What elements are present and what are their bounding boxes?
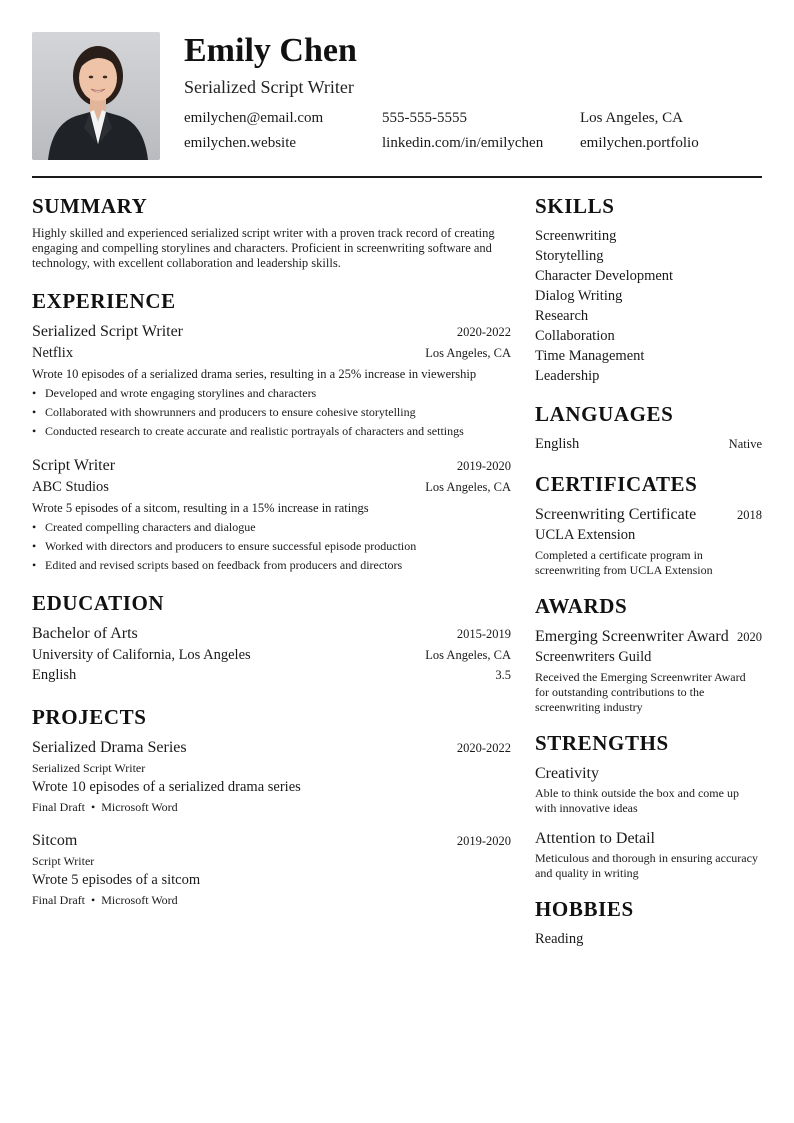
left-column [32,194,511,925]
language-level: Native [728,437,762,451]
strength-item [535,828,762,881]
award-issuer: Screenwriters Guild [535,649,652,665]
tool-item: Microsoft Word [101,893,178,907]
bullet-item: • Collaborated with showrunners and producers to ensure cohesive storytelling [32,403,511,422]
degree: Bachelor of Arts [32,625,138,642]
resume-header [32,32,762,160]
bullet-item: • Created compelling characters and dialogue [32,518,511,537]
project-dates: 2019-2020 [456,834,511,848]
project-description: Wrote 10 episodes of a serialized drama series [32,779,301,795]
skill-item: Storytelling [535,248,604,264]
certificate-description: Completed a certificate program in screenwriting from UCLA Extension [535,548,713,577]
profile-photo [32,32,160,160]
award-description: Received the Emerging Screenwriter Award for outstanding contributions to the screenwriting industry [535,670,746,714]
job-description: Wrote 5 episodes of a sitcom, resulting in a 15% increase in ratings [32,501,369,515]
awards-section [535,594,762,715]
strength-item [535,763,762,816]
contact-location: Los Angeles, CA [580,110,683,126]
project-title: Serialized Drama Series [32,739,187,756]
employer: ABC Studios [32,479,109,495]
skill-item: Screenwriting [535,228,617,244]
experience-section [32,289,511,575]
skill-item: Leadership [535,368,600,384]
project-title: Sitcom [32,832,78,849]
certificate-year: 2018 [737,508,762,522]
job-bullets [32,518,511,575]
section-heading: SUMMARY [32,194,148,218]
strength-description: Able to think outside the box and come up with innovative ideas [535,786,739,815]
project-role: Serialized Script Writer [32,761,146,775]
hobbies-section [535,897,762,949]
contact-email[interactable]: emilychen@email.com [184,110,324,126]
skills-section [535,194,762,386]
education-dates: 2015-2019 [456,627,511,641]
section-heading: CERTIFICATES [535,472,698,496]
strengths-section [535,731,762,881]
project-role: Script Writer [32,854,95,868]
employer: Netflix [32,345,74,361]
section-heading: STRENGTHS [535,731,669,755]
summary-text: Highly skilled and experienced serialized script writer with a proven track record of creating engaging and compelling storylines and characters. Proficient in screenwriting software and technology, with excellent collaboration and leadership skills. [32,226,495,270]
project-dates: 2020-2022 [456,741,511,755]
contact-website[interactable]: emilychen.website [184,135,297,151]
award-year: 2020 [737,630,762,644]
project-tools [32,891,511,909]
project-entry [32,737,511,816]
field-of-study: English [32,667,77,683]
skill-item: Time Management [535,348,645,364]
section-heading: AWARDS [535,594,628,618]
skill-item: Character Development [535,268,674,284]
job-dates: 2020-2022 [456,325,511,339]
project-description: Wrote 5 episodes of a sitcom [32,872,201,888]
summary-section [32,194,511,271]
job-title: Serialized Script Writer [32,323,184,340]
contact-portfolio[interactable]: emilychen.portfolio [580,135,699,151]
tool-item: Final Draft [32,893,85,907]
tool-item: Microsoft Word [101,800,178,814]
certificate-title: Screenwriting Certificate [535,506,697,523]
job-dates: 2019-2020 [456,459,511,473]
candidate-name: Emily Chen [184,32,357,69]
job-description: Wrote 10 episodes of a serialized drama series, resulting in a 25% increase in viewership [32,367,477,381]
separator-dot: • [91,893,96,907]
candidate-title: Serialized Script Writer [184,77,354,97]
strength-title: Attention to Detail [535,830,655,847]
separator-dot: • [91,800,96,814]
job-bullets [32,384,511,441]
section-heading: LANGUAGES [535,402,674,426]
contact-phone[interactable]: 555-555-5555 [382,110,467,126]
strength-description: Meticulous and thorough in ensuring accuracy and quality in writing [535,851,758,880]
bullet-item: • Edited and revised scripts based on feedback from producers and directors [32,556,511,575]
section-heading: SKILLS [535,194,615,218]
experience-entry [32,455,511,575]
project-entry [32,830,511,909]
education-section [32,591,511,685]
strength-title: Creativity [535,765,599,782]
languages-section [535,402,762,454]
gpa: 3.5 [495,668,511,682]
bullet-item: • Conducted research to create accurate and realistic portrayals of characters and settings [32,422,511,441]
section-heading: PROJECTS [32,705,147,729]
bullet-item: • Worked with directors and producers to ensure successful episode production [32,537,511,556]
certificates-section [535,472,762,578]
skill-item: Collaboration [535,328,615,344]
hobby-item: Reading [535,931,584,947]
skill-item: Research [535,308,589,324]
school: University of California, Los Angeles [32,647,251,663]
school-location: Los Angeles, CA [425,648,511,662]
projects-section [32,705,511,909]
experience-entry [32,321,511,441]
job-title: Script Writer [32,457,116,474]
bullet-item: • Developed and wrote engaging storylines and characters [32,384,511,403]
section-heading: EDUCATION [32,591,165,615]
section-heading: HOBBIES [535,897,634,921]
job-location: Los Angeles, CA [425,346,511,360]
profile-photo-illustration [32,32,160,160]
project-tools [32,798,511,816]
language-name: English [535,436,580,452]
award-title: Emerging Screenwriter Award [535,628,729,645]
skill-item: Dialog Writing [535,288,623,304]
job-location: Los Angeles, CA [425,480,511,494]
right-column [535,194,762,965]
header-divider [32,176,762,178]
certificate-issuer: UCLA Extension [535,527,636,543]
tool-item: Final Draft [32,800,85,814]
contact-linkedin[interactable]: linkedin.com/in/emilychen [382,135,544,151]
section-heading: EXPERIENCE [32,289,176,313]
